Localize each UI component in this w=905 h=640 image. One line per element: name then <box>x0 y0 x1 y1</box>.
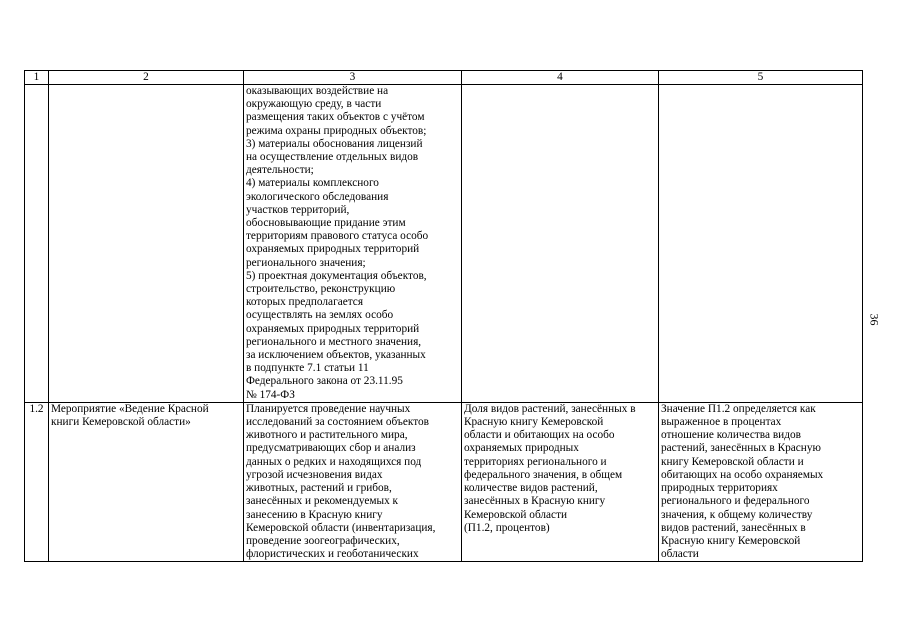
text-line: участков территорий, <box>246 203 350 216</box>
text-line: Доля видов растений, занесённых в <box>464 402 636 415</box>
text-line: территориях регионального и <box>464 455 607 468</box>
text-line: регионального значения; <box>246 256 366 269</box>
text-line: территориям правового статуса особо <box>246 230 429 243</box>
text-line: Кемеровской области (инвентаризация, <box>246 521 436 534</box>
text-line: Красную книгу Кемеровской <box>464 416 604 429</box>
measure-name-cell <box>49 85 244 403</box>
table-row <box>25 402 863 561</box>
text-line: обитающих на особо охраняемых <box>661 468 824 481</box>
text-line: размещения таких объектов с учётом <box>246 111 425 124</box>
text-line: Красную книгу Кемеровской <box>661 534 801 547</box>
text-line: занесённых и рекомендуемых к <box>246 495 399 508</box>
text-line: животных, растений и грибов, <box>246 482 392 495</box>
measure-description-cell <box>244 402 462 561</box>
indicator-cell <box>462 85 659 403</box>
text-line: которых предполагается <box>246 296 364 309</box>
column-number-2: 2 <box>49 71 244 85</box>
text-line: 4) материалы комплексного <box>246 177 379 190</box>
text-line: исследований за состоянием объектов <box>246 416 429 429</box>
text-line: 5) проектная документация объектов, <box>246 269 427 282</box>
row-number-cell <box>25 85 49 403</box>
text-line: Планируется проведение научных <box>246 402 411 415</box>
text-line: данных о редких и находящихся под <box>246 455 422 468</box>
text-line: обосновывающие придание этим <box>246 217 406 230</box>
indicator-cell <box>462 402 659 561</box>
text-line: деятельности; <box>246 164 314 177</box>
text-line: количестве видов растений, <box>464 482 598 495</box>
text-line: области <box>661 548 699 561</box>
text-line: экологического обследования <box>246 190 389 203</box>
text-line: видов растений, занесённых в <box>661 521 806 534</box>
text-line: растений, занесённых в Красную <box>661 442 821 455</box>
text-line: занесённых в Красную книгу <box>464 495 606 508</box>
column-number-row <box>25 71 863 85</box>
text-line: (П1.2, процентов) <box>464 521 550 534</box>
text-line: осуществлять на землях особо <box>246 309 394 322</box>
text-line: книги Кемеровской области» <box>51 416 191 429</box>
text-line: режима охраны природных объектов; <box>246 124 427 137</box>
measure-name-cell <box>49 402 244 561</box>
row-number-cell: 1.2 <box>25 402 49 561</box>
page-number: 36 <box>867 313 882 326</box>
text-line: значения, к общему количеству <box>661 508 813 521</box>
text-line: отношение количества видов <box>661 429 801 442</box>
text-line: регионального и федерального <box>661 495 810 508</box>
text-line: № 174-ФЗ <box>246 388 295 401</box>
text-line: строительство, реконструкцию <box>246 283 396 296</box>
text-line: Кемеровской области <box>464 508 568 521</box>
text-line: охраняемых природных территорий <box>246 322 420 335</box>
text-line: Федерального закона от 23.11.95 <box>246 375 403 388</box>
text-line: федерального значения, в общем <box>464 468 623 481</box>
text-line: на осуществление отдельных видов <box>246 151 419 164</box>
text-line: в подпункте 7.1 статьи 11 <box>246 362 369 375</box>
text-line: 3) материалы обоснования лицензий <box>246 137 423 150</box>
text-line: за исключением объектов, указанных <box>246 349 426 362</box>
text-line: охраняемых природных <box>464 442 579 455</box>
indicator-method-cell <box>659 85 863 403</box>
text-line: регионального и местного значения, <box>246 335 422 348</box>
text-line: проведение зоогеографических, <box>246 534 400 547</box>
measure-description-cell <box>244 85 462 403</box>
indicator-method-cell <box>659 402 863 561</box>
text-line: книгу Кемеровской области и <box>661 455 804 468</box>
text-line: Значение П1.2 определяется как <box>661 402 816 415</box>
text-line: животного и растительного мира, <box>246 429 408 442</box>
text-line: охраняемых природных территорий <box>246 243 420 256</box>
text-line: выраженное в процентах <box>661 416 782 429</box>
column-number-1: 1 <box>25 71 49 85</box>
column-number-3: 3 <box>244 71 462 85</box>
text-line: угрозой исчезновения видах <box>246 468 383 481</box>
column-number-5: 5 <box>659 71 863 85</box>
text-line: Мероприятие «Ведение Красной <box>51 402 209 415</box>
text-line: флористических и геоботанических <box>246 548 419 561</box>
table-row <box>25 85 863 403</box>
column-number-4: 4 <box>462 71 659 85</box>
text-line: оказывающих воздействие на <box>246 85 389 97</box>
text-line: предусматривающих сбор и анализ <box>246 442 416 455</box>
measures-table <box>24 70 863 562</box>
text-line: окружающую среду, в части <box>246 98 382 111</box>
text-line: области и обитающих на особо <box>464 429 615 442</box>
text-line: занесению в Красную книгу <box>246 508 383 521</box>
text-line: природных территориях <box>661 482 778 495</box>
